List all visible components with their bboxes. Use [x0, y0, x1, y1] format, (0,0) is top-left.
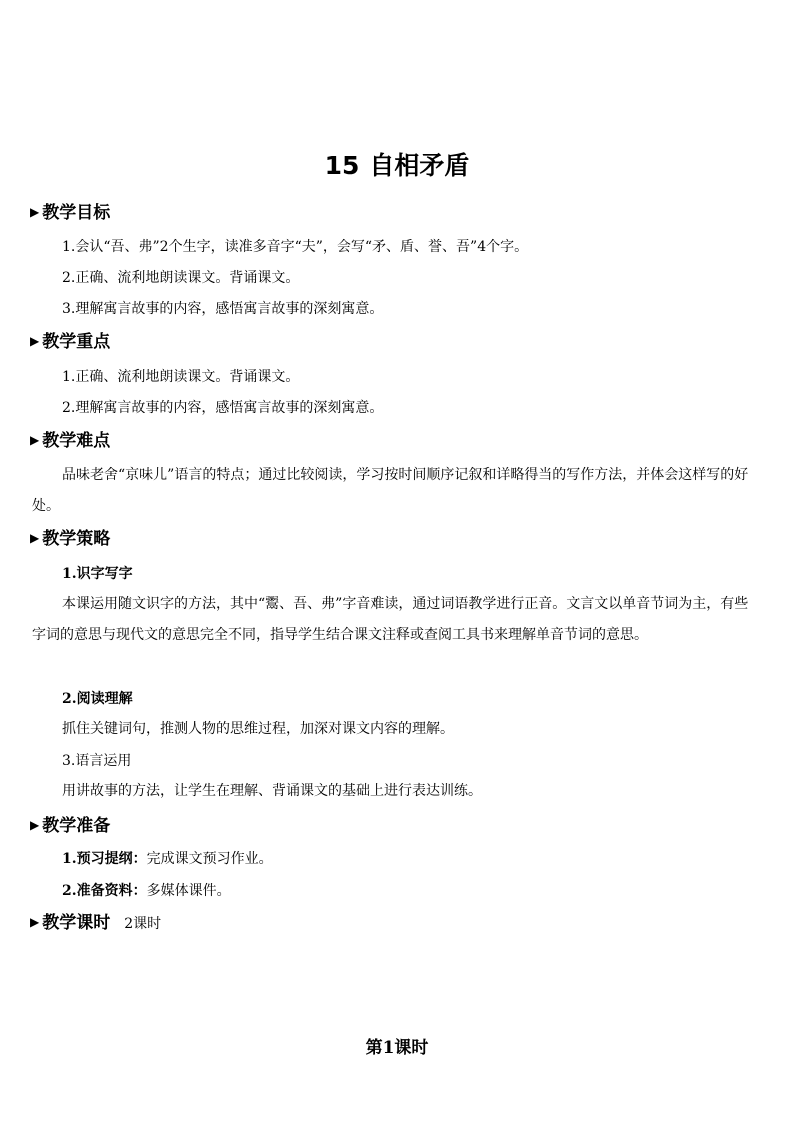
strategy-sub-title-1: 1.识字写字: [62, 566, 133, 582]
strategy-sub-title-2: 2.阅读理解: [62, 691, 133, 707]
key-point-item-1: 1.正确、流利地朗读课文。背诵课文。: [62, 369, 300, 385]
lesson-title: 自相矛盾: [369, 151, 470, 180]
lesson-number: 15: [324, 151, 360, 180]
strategy-sub-title-3: 3.语言运用: [62, 753, 132, 769]
strategy-sub-text-1: 本课运用随文识字的方法，其中“鬻、吾、弗”字音难读，通过词语教学进行正音。文言文以单音节词为主，有些字词的意思与现代文的意思完全不同，指导学生结合课文注释或查阅工具书来理解单音节词的意思。: [32, 596, 749, 643]
section-heading-preparation: ▶ 教学准备: [30, 816, 111, 836]
triangle-bullet-icon: ▶: [30, 205, 40, 219]
triangle-bullet-icon: ▶: [30, 531, 40, 545]
section-heading-hours: ▶ 教学课时 2课时: [30, 913, 162, 933]
key-point-item-2: 2.理解寓言故事的内容，感悟寓言故事的深刻寓意。: [62, 400, 384, 416]
lesson-period-heading: 第1课时: [365, 1038, 429, 1058]
section-heading-difficulties: ▶ 教学难点: [30, 431, 111, 451]
section-heading-goals: ▶ 教学目标: [30, 203, 111, 223]
section-heading-key-points: ▶ 教学重点: [30, 332, 111, 352]
preparation-item-1: 1.预习提纲：完成课文预习作业。: [62, 851, 273, 867]
triangle-bullet-icon: ▶: [30, 433, 40, 447]
strategy-sub-text-2: 抓住关键词句，推测人物的思维过程，加深对课文内容的理解。: [62, 721, 454, 737]
triangle-bullet-icon: ▶: [30, 818, 40, 832]
hours-value: 2课时: [124, 916, 162, 932]
goal-item-3: 3.理解寓言故事的内容，感悟寓言故事的深刻寓意。: [62, 301, 384, 317]
strategy-sub-text-3: 用讲故事的方法，让学生在理解、背诵课文的基础上进行表达训练。: [62, 783, 482, 799]
goal-item-2: 2.正确、流利地朗读课文。背诵课文。: [62, 270, 300, 286]
document-title: [0, 146, 794, 182]
triangle-bullet-icon: ▶: [30, 915, 40, 929]
triangle-bullet-icon: ▶: [30, 334, 40, 348]
section-heading-strategies: ▶ 教学策略: [30, 529, 111, 549]
preparation-item-2: 2.准备资料：多媒体课件。: [62, 883, 231, 899]
difficulties-text: 品味老舍“京味儿”语言的特点；通过比较阅读，学习按时间顺序记叙和详略得当的写作方法，并体会这样写的好处。: [32, 467, 749, 514]
goal-item-1: 1.会认“吾、弗”2个生字，读准多音字“夫”，会写“矛、盾、誉、吾”4个字。: [62, 239, 529, 255]
